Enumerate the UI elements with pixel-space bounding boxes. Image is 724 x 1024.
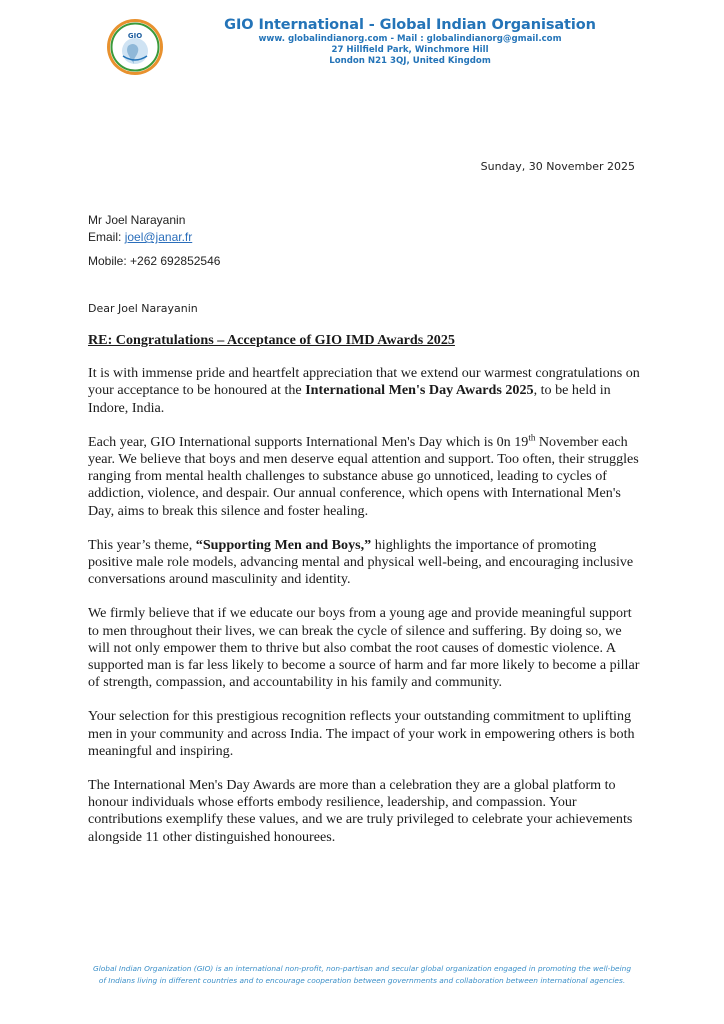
theme-name: “Supporting Men and Boys,” bbox=[195, 536, 372, 553]
recipient-email-link[interactable]: joel@janar.fr bbox=[124, 230, 193, 244]
email-label: Email: bbox=[88, 230, 125, 244]
paragraph-1 bbox=[88, 365, 640, 417]
org-contact: www. globalindianorg.com - Mail : globalindianorg@gmail.com bbox=[258, 34, 562, 44]
recipient-email-line bbox=[88, 229, 192, 246]
letter-body bbox=[88, 332, 640, 863]
ordinal-suffix: th bbox=[528, 432, 536, 443]
salutation: Dear Joel Narayanin bbox=[88, 302, 198, 315]
paragraph-1-text: It is with immense pride and heartfelt appreciation that we extend our warmest congratulations on your acceptance to be honoured at the bbox=[88, 365, 640, 399]
subject-line: RE: Congratulations – Acceptance of GIO IMD Awards 2025 bbox=[88, 332, 455, 348]
letter-date: Sunday, 30 November 2025 bbox=[480, 160, 635, 173]
paragraph-4: We firmly believe that if we educate our boys from a young age and provide meaningful support to men throughout their lives, we can break the cycle of silence and suffering. By doing so, we will not only empower them to thrive but also combat the root causes of domestic violence. A supported man is far less likely to become a source of harm and far more likely to become a pillar of strength, compassion, and accountability in his family and community. bbox=[88, 605, 640, 691]
recipient-mobile: Mobile: +262 692852546 bbox=[88, 254, 221, 268]
paragraph-1-tail: , to be held in Indore, India. bbox=[88, 382, 611, 416]
gio-logo-icon bbox=[106, 18, 164, 76]
paragraph-2 bbox=[88, 434, 640, 520]
paragraph-3-tail: highlights the importance of promoting positive male role models, advancing mental and physical well-being, and encouraging inclusive conversations around masculinity and identity. bbox=[88, 536, 634, 588]
org-address-line1: 27 Hillfield Park, Winchmore Hill bbox=[331, 45, 489, 55]
paragraph-2-tail: November each year. We believe that boys and men deserve equal attention and support. Too often, their struggles ranging from mental health challenges to substance abuse go unnoticed, leading to cycles of addiction, violence, and despair. Our annual conference, which opens with International Men's Day, aims to break this silence and foster healing. bbox=[88, 433, 639, 519]
letterhead bbox=[200, 16, 620, 67]
paragraph-2-text: Each year, GIO International supports International Men's Day which is 0n 19 bbox=[88, 433, 529, 450]
paragraph-3 bbox=[88, 537, 640, 589]
awards-name: International Men's Day Awards 2025 bbox=[305, 382, 534, 399]
org-address-line2: London N21 3QJ, United Kingdom bbox=[329, 56, 491, 66]
paragraph-5: Your selection for this prestigious recognition reflects your outstanding commitment to uplifting men in your community and across India. The impact of your work in empowering others is both meaningful and inspiring. bbox=[88, 708, 635, 759]
paragraph-6: The International Men's Day Awards are more than a celebration they are a global platform to honour individuals whose efforts embody resilience, leadership, and compassion. Your contributions exemplify these values, and we are truly privileged to celebrate your achievements alongside 11 other distinguished honourees. bbox=[88, 777, 633, 845]
recipient-name: Mr Joel Narayanin bbox=[88, 213, 186, 227]
footer-note: Global Indian Organization (GIO) is an international non-profit, non-partisan and secular global organization engaged in promoting the well-being of Indians living in different countries and to encourage cooperation between governments and collaboration between international agencies. bbox=[92, 964, 632, 985]
org-name: GIO International - Global Indian Organisation bbox=[224, 17, 596, 33]
logo-text: GIO bbox=[127, 32, 143, 40]
paragraph-3-text: This year’s theme, bbox=[88, 536, 196, 553]
recipient-block bbox=[88, 212, 192, 246]
